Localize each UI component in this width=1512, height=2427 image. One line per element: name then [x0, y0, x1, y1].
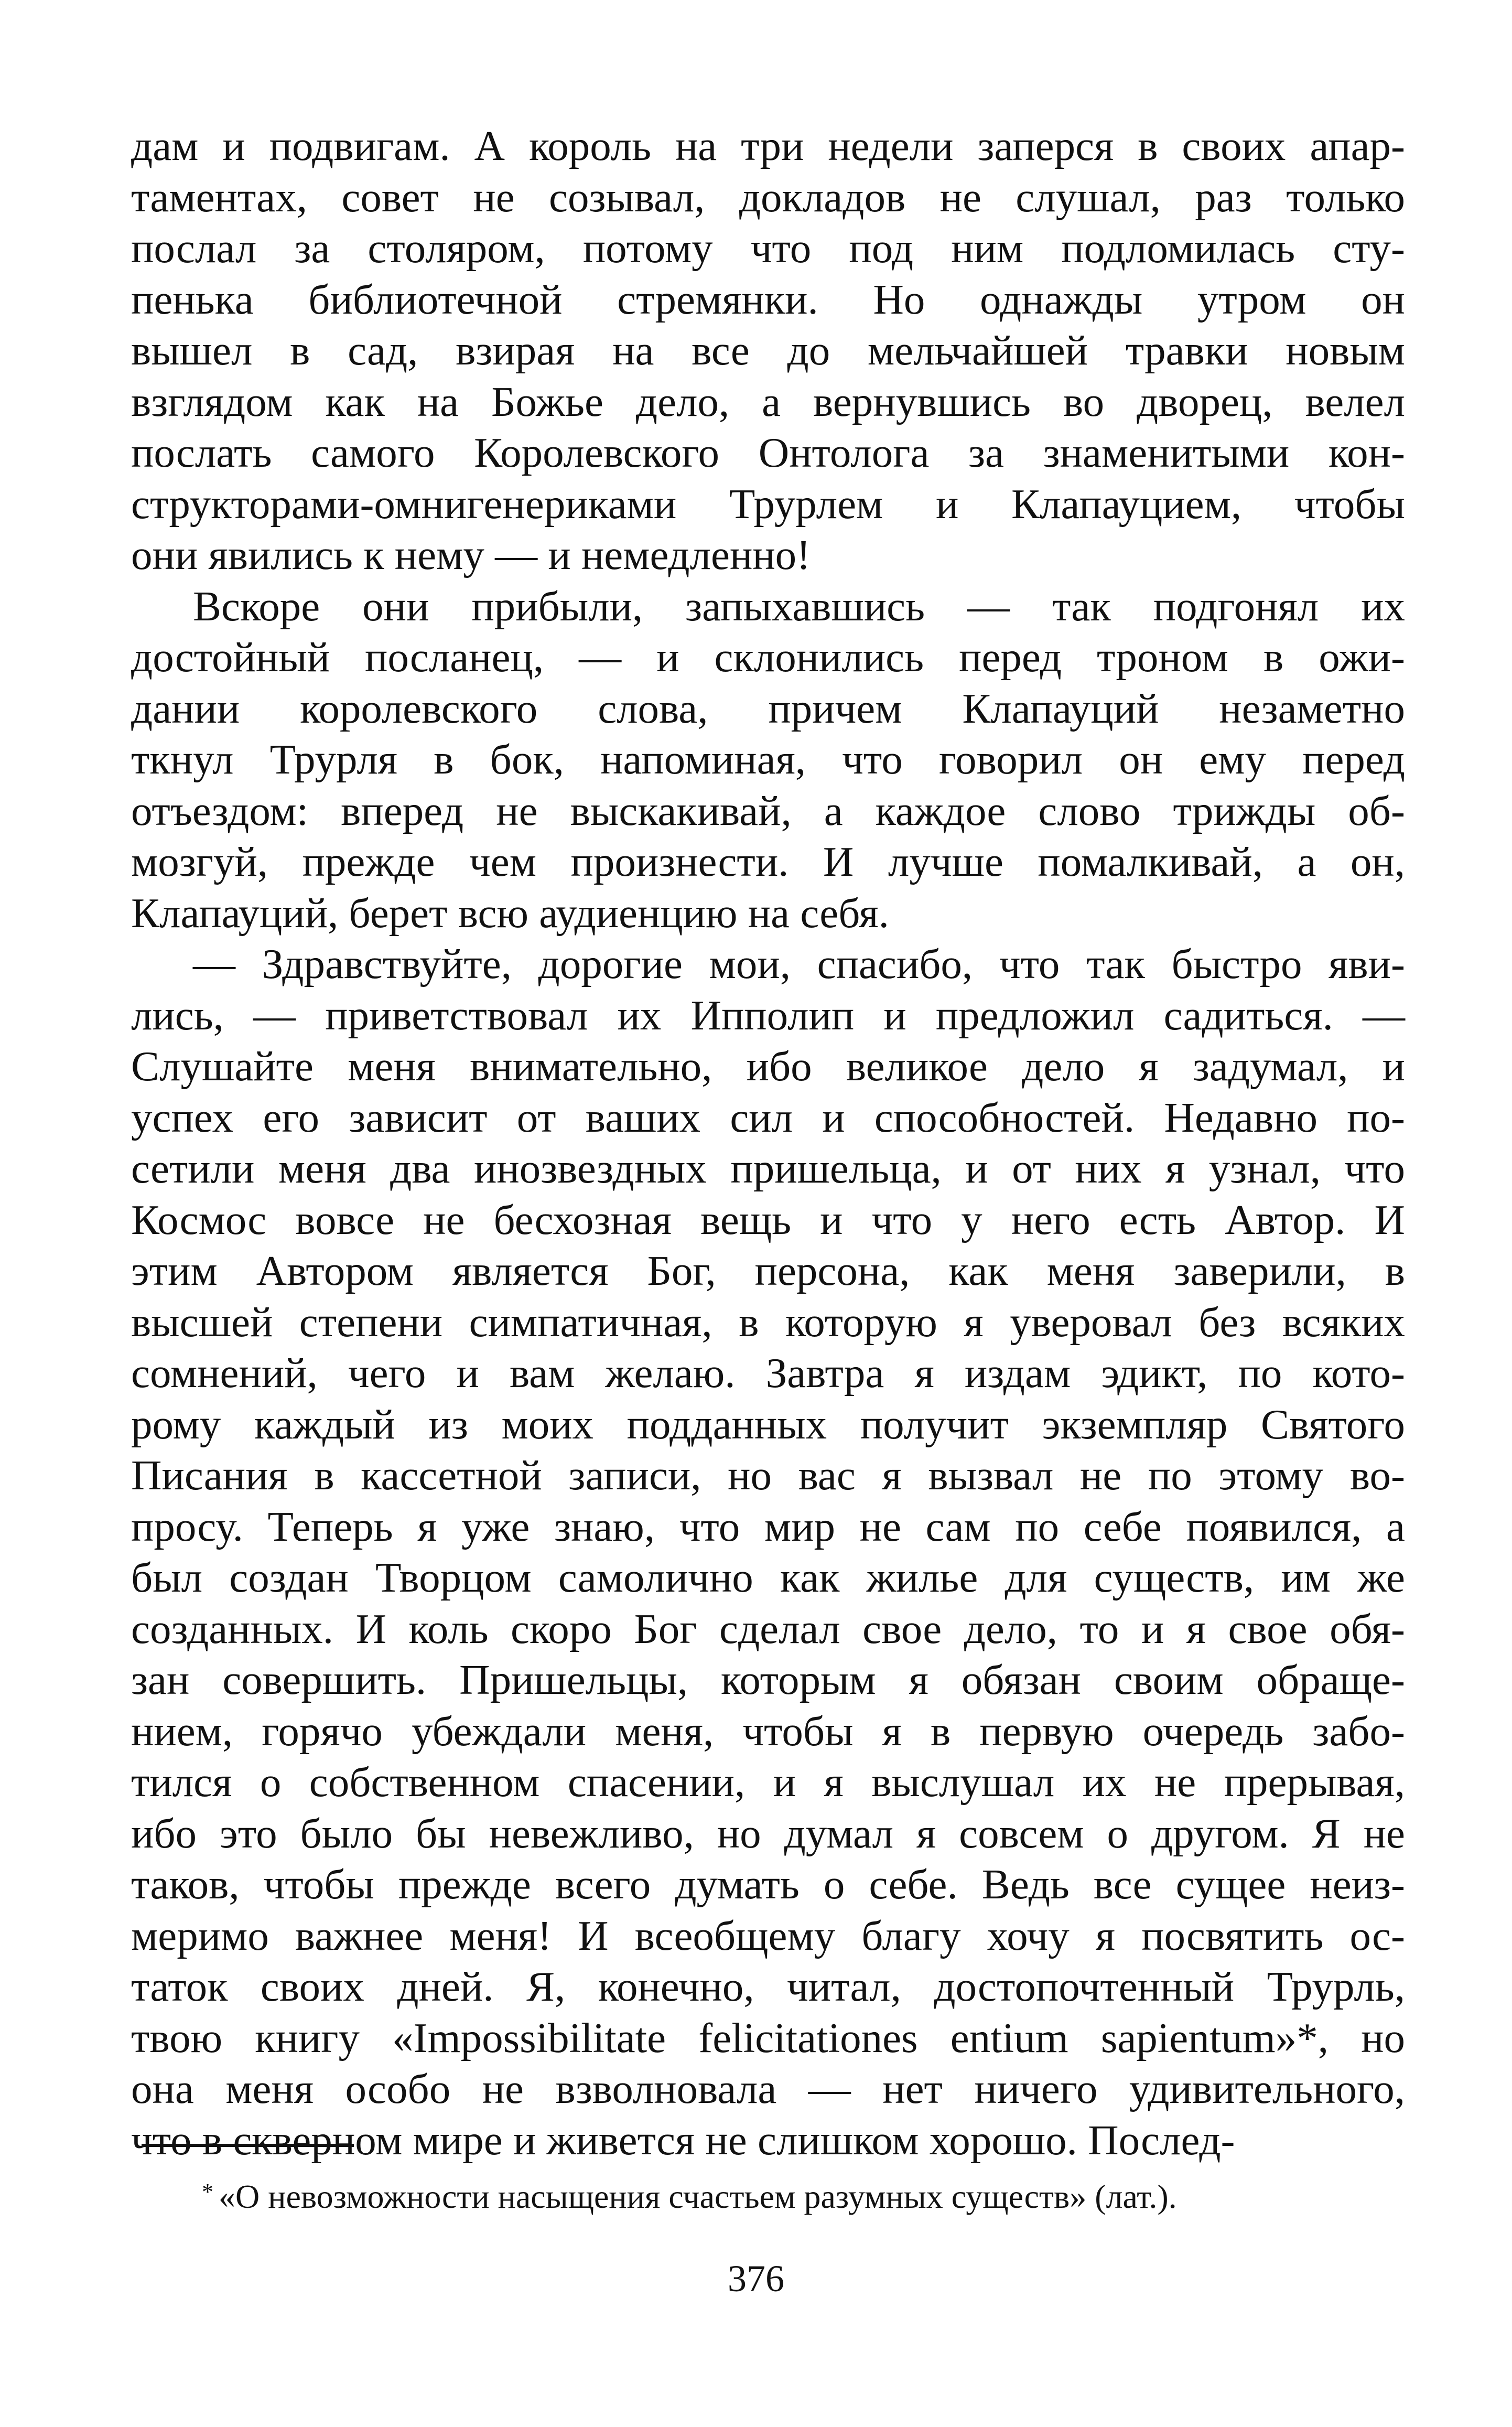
text-line: пенька библиотечной стремянки. Но однажды утром он: [131, 275, 1405, 323]
text-line: что в скверном мире и живется не слишком хорошо. Послед-: [131, 2116, 1235, 2164]
text-line: сомнений, чего и вам желаю. Завтра я издам эдикт, по кото-: [131, 1349, 1405, 1397]
text-line: таков, чтобы прежде всего думать о себе. Ведь все сущее неиз-: [131, 1861, 1405, 1908]
text-line: таментах, совет не созывал, докладов не слушал, раз только: [131, 173, 1405, 221]
text-line: послал за столяром, потому что под ним подломилась сту-: [131, 224, 1405, 272]
text-line: Писания в кассетной записи, но вас я вызвал не по этому во-: [131, 1452, 1405, 1499]
page-number: 376: [728, 2258, 784, 2300]
text-line: нием, горячо убеждали меня, чтобы я в первую очередь забо-: [131, 1707, 1405, 1755]
footnote-separator: [142, 2144, 354, 2147]
footnote-mark: *: [202, 2179, 213, 2205]
text-line: Клапауций, берет всю аудиенцию на себя.: [131, 889, 889, 937]
footnote-text: «О невозможности насыщения счастьем разумных существ» (лат.).: [219, 2178, 1177, 2215]
text-line: взглядом как на Божье дело, а вернувшись во дворец, велел: [131, 378, 1405, 425]
text-line: дам и подвигам. А король на три недели заперся в своих апар-: [131, 122, 1405, 169]
text-line: лись, — приветствовал их Ипполип и предложил садиться. —: [131, 991, 1405, 1039]
text-line: был создан Творцом самолично как жилье для существ, им же: [131, 1554, 1405, 1601]
text-line: достойный посланец, — и склонились перед троном в ожи-: [131, 633, 1405, 681]
text-line: таток своих дней. Я, конечно, читал, достопочтенный Трурль,: [131, 1963, 1405, 2010]
text-line: послать самого Королевского Онтолога за знаменитыми кон-: [131, 429, 1405, 476]
text-line: отъездом: вперед не выскакивай, а каждое слово трижды об-: [131, 787, 1405, 834]
text-line: просу. Теперь я уже знаю, что мир не сам по себе появился, а: [131, 1502, 1405, 1550]
text-line: сетили меня два инозвездных пришельца, и от них я узнал, что: [131, 1145, 1405, 1192]
text-line: Слушайте меня внимательно, ибо великое дело я задумал, и: [131, 1043, 1405, 1090]
text-line: она меня особо не взволновала — нет ничего удивительного,: [131, 2065, 1405, 2112]
body-text: [131, 121, 1405, 2166]
paragraph: [131, 581, 1405, 939]
text-line: дании королевского слова, причем Клапауций незаметно: [131, 684, 1405, 732]
text-line: Космос вовсе не бесхозная вещь и что у него есть Автор. И: [131, 1196, 1405, 1243]
paragraph: [131, 121, 1405, 581]
text-line: созданных. И коль скоро Бог сделал свое дело, то и я свое обя-: [131, 1605, 1405, 1652]
text-line: мозгуй, прежде чем произнести. И лучше помалкивай, а он,: [131, 838, 1405, 885]
text-line: зан совершить. Пришельцы, которым я обязан своим обраще-: [131, 1656, 1405, 1703]
text-line: высшей степени симпатичная, в которую я уверовал без всяких: [131, 1298, 1405, 1346]
text-line: ибо это было бы невежливо, но думал я совсем о другом. Я не: [131, 1809, 1405, 1857]
footnote: [202, 2171, 1408, 2218]
text-line: успех его зависит от ваших сил и способностей. Недавно по-: [131, 1093, 1405, 1141]
book-page: [131, 121, 1405, 2166]
text-line: меримо важнее меня! И всеобщему благу хочу я посвятить ос-: [131, 1911, 1405, 1959]
text-line: твою книгу «Impossibilitate felicitationes entium sapientum»*, но: [131, 2014, 1405, 2061]
text-line: этим Автором является Бог, персона, как меня заверили, в: [131, 1247, 1405, 1294]
text-line: они явились к нему — и немедленно!: [131, 531, 811, 578]
text-line: тился о собственном спасении, и я выслушал их не прерывая,: [131, 1758, 1405, 1806]
text-line: структорами-омнигенериками Трурлем и Клапауцием, чтобы: [131, 480, 1405, 528]
text-line: рому каждый из моих подданных получит экземпляр Святого: [131, 1400, 1405, 1448]
text-line: — Здравствуйте, дорогие мои, спасибо, что так быстро яви-: [193, 940, 1405, 987]
paragraph: [131, 939, 1405, 2166]
text-line: ткнул Трурля в бок, напоминая, что говорил он ему перед: [131, 736, 1405, 783]
text-line: Вскоре они прибыли, запыхавшись — так подгонял их: [193, 582, 1405, 630]
text-line: вышел в сад, взирая на все до мельчайшей травки новым: [131, 327, 1405, 374]
